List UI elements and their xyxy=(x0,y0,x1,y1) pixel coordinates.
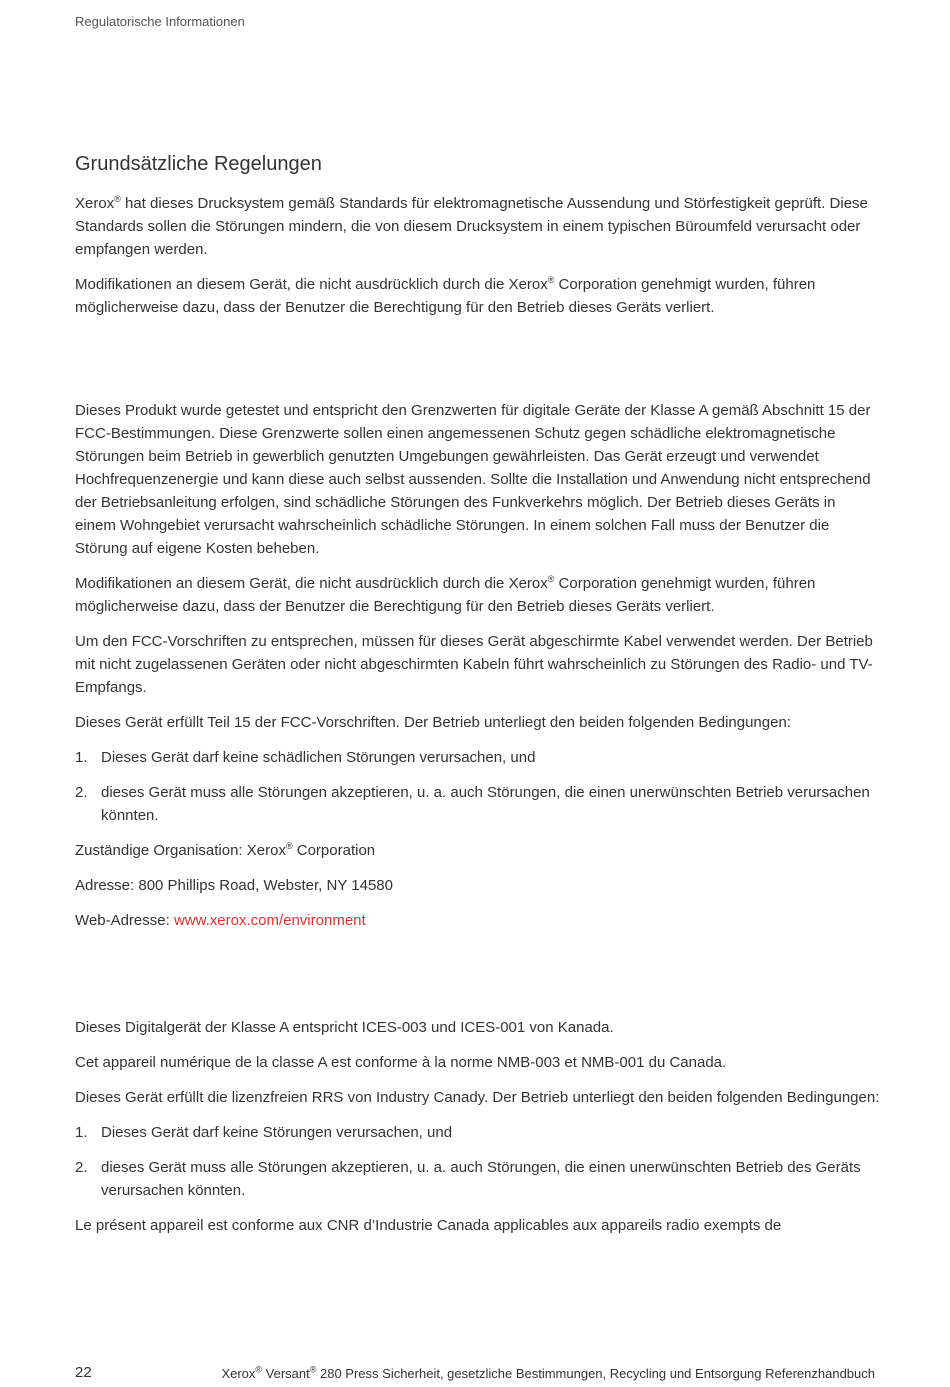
paragraph: Dieses Gerät erfüllt Teil 15 der FCC-Vorschriften. Der Betrieb unterliegt den beiden folgenden Bedingungen: xyxy=(75,714,791,731)
brand-text: Xerox xyxy=(75,195,115,212)
registered-mark: ® xyxy=(285,841,293,851)
paragraph-text: Corporation genehmigt wurden, führen möglicherweise dazu, dass der Benutzer die Berechtigung für den Betrieb dieses Geräts verliert. xyxy=(75,575,816,615)
section-title: Grundsätzliche Regelungen xyxy=(75,153,322,175)
paragraph xyxy=(75,192,880,261)
running-header: Regulatorische Informationen xyxy=(75,14,245,29)
address-line: Adresse: 800 Phillips Road, Webster, NY 14580 xyxy=(75,877,393,894)
section-spacer xyxy=(75,331,880,399)
paragraph xyxy=(75,273,880,319)
web-address-label: Web-Adresse: xyxy=(75,912,174,929)
paragraph: Dieses Produkt wurde getestet und entspricht den Grenzwerten für digitale Geräte der Klasse A gemäß Abschnitt 15 der FCC-Bestimmungen. Diese Grenzwerte sollen einen angemessenen Schutz gegen schädliche elektromagnetische Störungen beim Betrieb in gewerblich genutzten Umgebungen gewährleisten. Das Gerät erzeugt und verwendet Hochfrequenzenergie und kann diese auch selbst aussenden. Sollte die Installation und Anwendung nicht entsprechend der Betriebsanleitung erfolgen, sind schädliche Störungen des Funkverkehrs möglich. Der Betrieb dieses Geräts in einem Wohngebiet verursacht wahrscheinlich schädliche Störungen. In einem solchen Fall muss der Benutzer die Störung auf eigene Kosten beheben. xyxy=(75,402,871,557)
organisation-line xyxy=(75,839,880,862)
list-item xyxy=(75,746,880,769)
footer-title-text: 280 Press Sicherheit, gesetzliche Bestimmungen, Recycling und Entsorgung Referenzhandbuch xyxy=(316,1366,875,1381)
numbered-list xyxy=(75,1121,880,1202)
list-item-text: dieses Gerät muss alle Störungen akzeptieren, u. a. auch Störungen, die einen unerwünschten Betrieb des Geräts verursachen könnten. xyxy=(101,1159,861,1199)
paragraph: Um den FCC-Vorschriften zu entsprechen, müssen für dieses Gerät abgeschirmte Kabel verwendet werden. Der Betrieb mit nicht zugelassenen Geräten oder nicht abgeschirmten Kabeln führt wahrscheinlich zu Störungen des Radio- und TV-Empfangs. xyxy=(75,633,873,696)
paragraph-text: Corporation xyxy=(292,842,376,859)
web-address-line xyxy=(75,909,880,932)
page-content xyxy=(75,150,880,1249)
brand-text: Xerox xyxy=(221,1366,256,1381)
footer-document-title xyxy=(221,1366,875,1381)
environment-link[interactable]: www.xerox.com/environment xyxy=(173,912,366,929)
list-number: 1. xyxy=(75,749,88,766)
list-number: 2. xyxy=(75,784,88,801)
numbered-list xyxy=(75,746,880,827)
list-item-text: Dieses Gerät darf keine Störungen verursachen, und xyxy=(101,1124,453,1141)
paragraph: Le présent appareil est conforme aux CNR d’Industrie Canada applicables aux appareils radio exempts de xyxy=(75,1217,782,1234)
list-number: 1. xyxy=(75,1124,88,1141)
paragraph-text: hat dieses Drucksystem gemäß Standards für elektromagnetische Aussendung und Störfestigkeit geprüft. Diese Standards sollen die Störungen mindern, die von diesem Drucksystem in einem typischen Büroumfeld verursacht oder empfangen werden. xyxy=(75,195,868,258)
registered-mark: ® xyxy=(309,1364,317,1375)
section-spacer xyxy=(75,944,880,1016)
paragraph xyxy=(75,572,880,618)
brand-text: Versant xyxy=(262,1366,310,1381)
registered-mark: ® xyxy=(547,275,555,285)
list-number: 2. xyxy=(75,1159,88,1176)
paragraph-text: Modifikationen an diesem Gerät, die nicht ausdrücklich durch die Xerox xyxy=(75,575,548,592)
paragraph: Dieses Gerät erfüllt die lizenzfreien RRS von Industry Canady. Der Betrieb unterliegt den beiden folgenden Bedingungen: xyxy=(75,1089,880,1106)
paragraph-text: Modifikationen an diesem Gerät, die nicht ausdrücklich durch die Xerox xyxy=(75,276,548,293)
list-item xyxy=(75,781,880,827)
list-item-text: dieses Gerät muss alle Störungen akzeptieren, u. a. auch Störungen, die einen unerwünschten Betrieb verursachen könnten. xyxy=(101,784,870,824)
paragraph-text: Corporation genehmigt wurden, führen möglicherweise dazu, dass der Benutzer die Berechtigung für den Betrieb dieses Geräts verliert. xyxy=(75,276,816,316)
paragraph: Cet appareil numérique de la classe A est conforme à la norme NMB-003 et NMB-001 du Canada. xyxy=(75,1054,727,1071)
page-number: 22 xyxy=(75,1364,92,1381)
list-item xyxy=(75,1121,880,1144)
list-item xyxy=(75,1156,880,1202)
registered-mark: ® xyxy=(547,574,555,584)
registered-mark: ® xyxy=(255,1364,263,1375)
paragraph-text: Zuständige Organisation: Xerox xyxy=(75,842,286,859)
paragraph: Dieses Digitalgerät der Klasse A entspricht ICES-003 und ICES-001 von Kanada. xyxy=(75,1019,614,1036)
registered-mark: ® xyxy=(114,194,121,204)
list-item-text: Dieses Gerät darf keine schädlichen Störungen verursachen, und xyxy=(101,749,536,766)
